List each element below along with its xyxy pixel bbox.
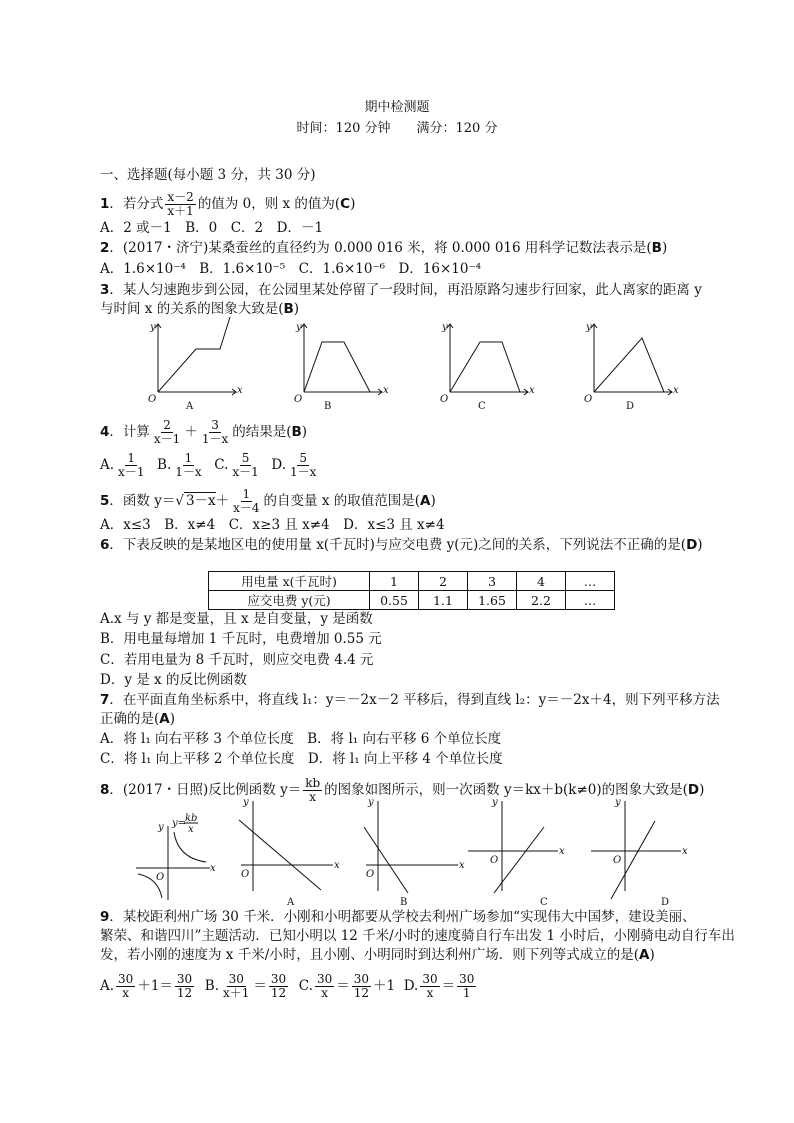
denominator: x－4 (233, 501, 260, 515)
y-axis-label: y (492, 797, 498, 808)
graph-label: C (540, 897, 548, 908)
fraction (315, 973, 334, 1000)
fraction (457, 973, 476, 1000)
x-axis-label: x (673, 385, 679, 396)
fraction (231, 488, 261, 515)
hyperbola-branch (174, 832, 206, 862)
answer: B (291, 424, 302, 440)
numerator: 30 (422, 972, 438, 986)
origin-label: O (241, 869, 250, 880)
denominator: 1－x (175, 465, 202, 479)
section-heading: 一、选择题(每小题 3 分，共 30 分) (100, 167, 316, 183)
denominator: 1－x (290, 465, 317, 479)
q-text: ＝ (336, 978, 350, 994)
q7-options-2: C．将 l₁ 向上平移 2 个单位长度 D．将 l₁ 向上平移 4 个单位长度 (100, 751, 503, 767)
graph-label: B (324, 401, 332, 412)
q-text: 发，若小刚的速度为 x 千米/小时，且小刚、小明同时到达利州广场．则下列等式成立的是( (100, 947, 640, 963)
graph-label: D (661, 897, 670, 908)
sqrt-sign: √ (175, 493, 184, 509)
x-axis-label: x (210, 863, 216, 874)
denominator: x (309, 790, 317, 804)
numerator: 2 (163, 418, 171, 432)
denominator: x＋1 (223, 986, 250, 1000)
graph-label: A (186, 401, 194, 412)
denominator: x (321, 986, 328, 1000)
page-subtitle: 时间：120 分钟 满分：120 分 (296, 121, 498, 136)
question-6 (100, 536, 703, 554)
fraction (116, 973, 135, 1000)
q-text: ．某人匀速跑步到公园，在公园里某处停留了一段时间，再沿原路匀速步行回家，此人离家的距离 y (109, 282, 702, 298)
q6-option-d: D．y 是 x 的反比例函数 (100, 672, 247, 688)
y-axis-label: y (243, 797, 249, 808)
table-cell: 用电量 x(千瓦时) (209, 572, 370, 591)
x-axis-label: x (383, 385, 389, 396)
fraction (269, 973, 288, 1000)
q5-options: A．x≤3 B．x≠4 C．x≥3 且 x≠4 D．x≤3 且 x≠4 (100, 517, 445, 533)
x-axis-label: x (529, 385, 535, 396)
q-text: ．函数 y＝ (109, 493, 176, 509)
y-axis-label: y (586, 322, 592, 333)
fraction (230, 452, 260, 479)
opt-label: A. (100, 978, 115, 994)
fraction (173, 452, 203, 479)
q-text: ＋1＝ (137, 978, 173, 994)
denominator: 1－x (201, 432, 229, 446)
question-9-cont: 繁荣、和谐四川”主题活动．已知小明以 12 千米/小时的速度骑自行车出发 1 小时后，小刚骑电动自行车出 (100, 928, 735, 944)
question-number: 5 (100, 493, 110, 509)
question-number: 6 (100, 537, 110, 553)
x-axis-label: x (334, 860, 340, 871)
table-cell: 0.55 (370, 591, 419, 610)
linear-graph (239, 820, 321, 890)
x-axis-label: x (559, 846, 565, 857)
table-cell: 1.65 (468, 591, 517, 610)
q-text: 的值为 0，则 x 的值为( (197, 196, 341, 212)
graph-label: C (478, 401, 486, 412)
fraction (152, 419, 182, 446)
q7-options-1: A．将 l₁ 向右平移 3 个单位长度 B．将 l₁ 向右平移 6 个单位长度 (100, 731, 502, 747)
origin-label: O (156, 872, 165, 883)
question-9 (100, 908, 696, 926)
origin-label: O (294, 394, 303, 405)
opt-label: D. (403, 978, 419, 994)
numerator: 30 (118, 972, 134, 986)
numerator: kb (305, 776, 321, 790)
q-text: ) (350, 196, 356, 212)
q1-options: A．2 或－1 B．0 C．2 D．－1 (100, 220, 324, 236)
answer: D (687, 782, 700, 798)
numerator: 30 (459, 972, 475, 986)
table-row (209, 591, 615, 610)
origin-label: O (148, 394, 157, 405)
fraction (200, 419, 230, 446)
q-text: 与时间 x 的关系的图象大致是( (100, 301, 284, 317)
q4-options (100, 452, 320, 479)
opt-label: B. (157, 457, 172, 473)
fraction (221, 973, 251, 1000)
numerator: 5 (241, 451, 250, 465)
equation-denominator: x (188, 824, 194, 835)
y-axis-label: y (615, 797, 621, 808)
linear-graph (364, 827, 408, 893)
graph-label: A (287, 897, 295, 908)
question-4 (100, 419, 307, 446)
q3-graphs (0, 312, 794, 417)
q6-option-c: C．若用电量为 8 千瓦时，则应交电费 4.4 元 (100, 652, 374, 668)
q-text: ) (661, 240, 668, 256)
table-row (209, 572, 615, 591)
numerator: 30 (353, 972, 369, 986)
question-number: 2 (100, 240, 110, 256)
equation-numerator: kb (185, 813, 198, 824)
numerator: 5 (299, 451, 308, 465)
table-cell: 2.2 (517, 591, 566, 610)
q-text: ＋ (215, 493, 230, 509)
q-text: ＝ (441, 978, 456, 994)
table-cell: 4 (517, 572, 566, 591)
q6-option-a: A.x 与 y 都是变量，且 x 是自变量，y 是函数 (100, 611, 373, 627)
graph-line (304, 342, 370, 392)
fraction (420, 973, 439, 1000)
q-text: ) (293, 301, 300, 317)
question-9-cont2 (100, 946, 655, 964)
question-7-cont (100, 710, 175, 728)
denominator: 12 (176, 986, 193, 1000)
opt-label: C. (298, 978, 313, 994)
question-number: 9 (100, 909, 110, 925)
denominator: x－1 (232, 465, 259, 479)
answer: A (159, 711, 170, 727)
radicand: 3－x (185, 493, 216, 509)
question-number: 7 (100, 692, 110, 708)
table-cell: 1 (370, 572, 419, 591)
graph-line (158, 317, 230, 392)
opt-label: B. (204, 978, 220, 994)
q6-option-b: B．用电量每增加 1 千瓦时，电费增加 0.55 元 (100, 631, 382, 647)
q-text: ) (430, 493, 436, 509)
y-axis-label: y (442, 322, 448, 333)
numerator: 30 (316, 972, 333, 986)
denominator: x (122, 986, 130, 1000)
table-cell: … (566, 572, 615, 591)
opt-label: D. (271, 457, 287, 473)
numerator: 1 (127, 451, 136, 465)
graph-line (450, 342, 520, 392)
numerator: 30 (228, 972, 244, 986)
question-number: 1 (100, 196, 110, 212)
q-text: ．某校距利州广场 30 千米．小刚和小明都要从学校去利州广场参加“实现伟大中国梦，建设美丽、 (109, 909, 696, 925)
fraction (352, 973, 371, 1000)
y-axis-label: y (150, 322, 156, 333)
opt-label: C. (214, 457, 229, 473)
answer: A (639, 947, 650, 963)
numerator: 1 (242, 487, 251, 501)
q-text: ．(2017・日照)反比例函数 y＝ (109, 782, 302, 798)
denominator: x－1 (153, 432, 181, 446)
x-axis-label: x (682, 846, 688, 857)
numerator: 3 (211, 418, 219, 432)
question-number: 3 (100, 282, 110, 298)
answer: B (651, 240, 662, 256)
graph-label: D (626, 401, 635, 412)
denominator: 12 (270, 986, 287, 1000)
q-text: ) (649, 947, 655, 963)
q9-options (100, 973, 478, 1000)
table-cell: 应交电费 y(元) (209, 591, 370, 610)
fraction (165, 191, 195, 218)
question-3 (100, 281, 702, 299)
denominator: 12 (353, 986, 369, 1000)
numerator: x－2 (167, 190, 194, 204)
q-text: ．计算 (109, 424, 150, 440)
q-text: ．(2017・济宁)某桑蚕丝的直径约为 0.000 016 米，将 0.000 016 用科学记数法表示是( (109, 240, 652, 256)
denominator: x－1 (118, 465, 145, 479)
x-axis-label: x (237, 385, 243, 396)
origin-label: O (490, 855, 499, 866)
y-axis-label: y (296, 322, 302, 333)
q-text: ．下表反映的是某地区电的使用量 x(千瓦时)与应交电费 y(元)之间的关系，下列说法不正确的是( (109, 537, 687, 553)
q-text: ＝ (253, 978, 267, 994)
question-1 (100, 191, 355, 218)
numerator: 1 (184, 451, 193, 465)
q-text: 的结果是( (232, 424, 292, 440)
q-text: 的自变量 x 的取值范围是( (263, 493, 421, 509)
q-text: ) (697, 537, 703, 553)
denominator: x (426, 986, 434, 1000)
graph-label: B (400, 897, 408, 908)
answer: A (420, 493, 431, 509)
q-text: ＋1 (373, 978, 396, 994)
q-text: ) (169, 711, 176, 727)
q-text: 正确的是( (100, 711, 160, 727)
y-axis-label: y (368, 797, 374, 808)
table-cell: 2 (419, 572, 468, 591)
numerator: 30 (270, 972, 287, 986)
origin-label: O (584, 394, 593, 405)
fraction (116, 452, 146, 479)
answer: B (283, 301, 294, 317)
fraction (288, 452, 318, 479)
question-7 (100, 691, 720, 709)
x-axis-label: x (459, 860, 465, 871)
numerator: 30 (176, 972, 193, 986)
origin-label: O (613, 855, 622, 866)
answer: D (686, 537, 698, 553)
q8-graphs (0, 795, 794, 907)
table-cell: 1.1 (419, 591, 468, 610)
q2-options: A．1.6×10⁻⁴ B．1.6×10⁻⁵ C．1.6×10⁻⁶ D．16×10⁻⁴ (100, 261, 482, 277)
y-axis-label: y (158, 822, 164, 833)
graph-line (594, 338, 664, 392)
denominator: x＋1 (167, 204, 194, 218)
q-text: ．在平面直角坐标系中，将直线 l₁：y＝－2x－2 平移后，得到直线 l₂：y＝－2x＋4，则下列平移方法 (109, 692, 720, 708)
fraction (175, 973, 194, 1000)
table-cell: … (566, 591, 615, 610)
page-title: 期中检测题 (364, 100, 430, 115)
question-number: 8 (100, 782, 110, 798)
q-text: ．若分式 (109, 196, 164, 212)
answer: C (340, 196, 351, 212)
q-text: ) (699, 782, 705, 798)
opt-label: A. (100, 457, 115, 473)
origin-label: O (440, 394, 449, 405)
q-text: ＋ (184, 424, 198, 440)
q-text: ) (301, 424, 308, 440)
denominator: 1 (462, 986, 471, 1000)
equation-label: y= (172, 818, 187, 829)
question-number: 4 (100, 424, 110, 440)
question-5 (100, 488, 436, 515)
question-2 (100, 239, 667, 257)
q-text: 的图象如图所示，则一次函数 y＝kx＋b(k≠0)的图象大致是( (324, 782, 688, 798)
table-cell: 3 (468, 572, 517, 591)
origin-label: O (366, 869, 375, 880)
electricity-table (208, 571, 615, 610)
